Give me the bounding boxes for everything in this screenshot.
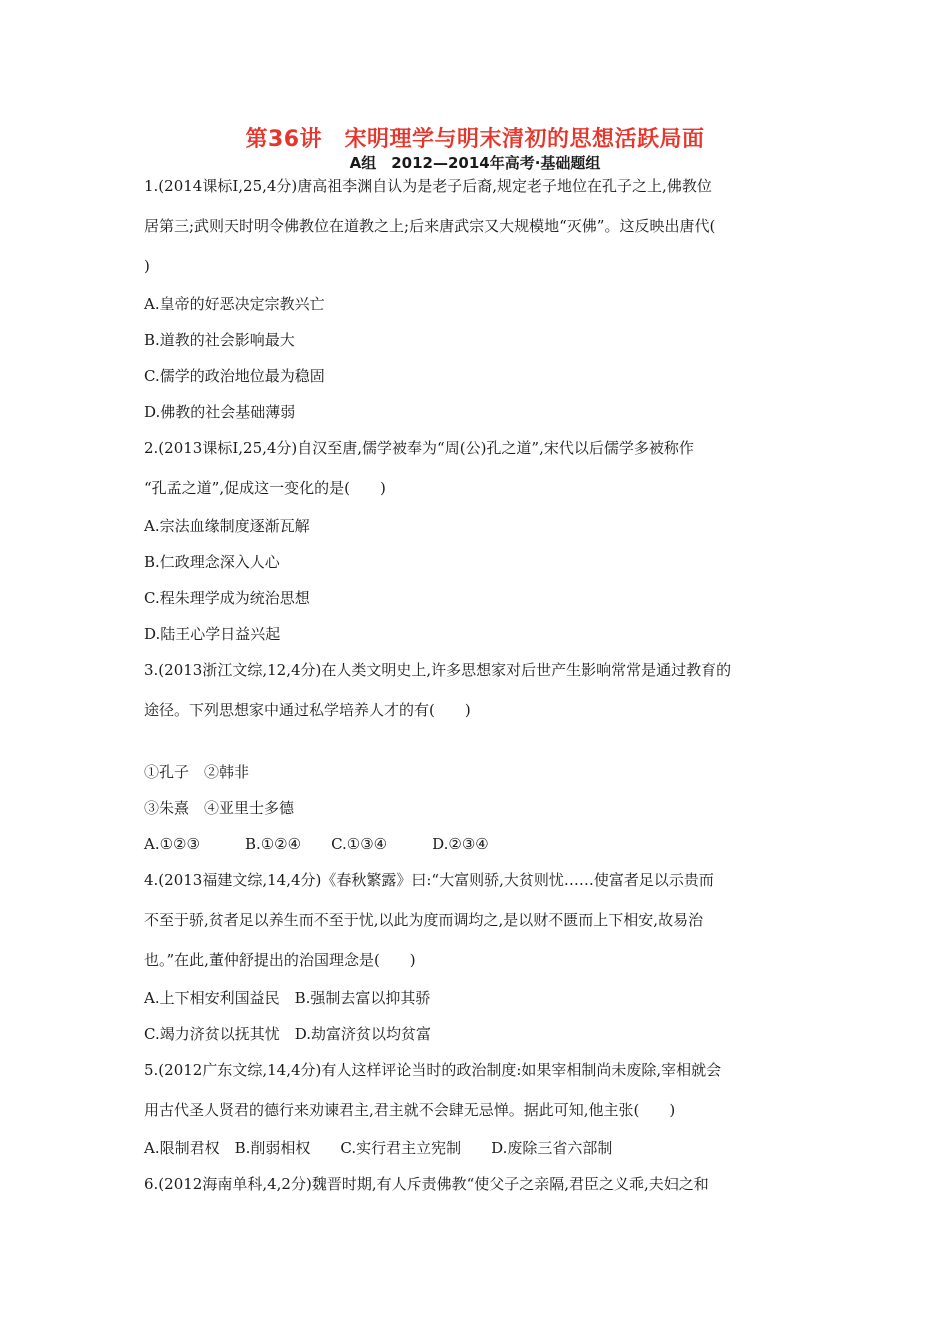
question-2-option-d: D.陆王心学日益兴起 xyxy=(144,625,281,643)
question-5-options: A.限制君权 B.削弱相权 C.实行君主立宪制 D.废除三省六部制 xyxy=(144,1139,613,1157)
question-2-option-c: C.程朱理学成为统治思想 xyxy=(144,589,310,607)
question-1-option-c: C.儒学的政治地位最为稳固 xyxy=(144,367,325,385)
question-2-option-b: B.仁政理念深入人心 xyxy=(144,553,280,571)
question-1-option-b: B.道教的社会影响最大 xyxy=(144,331,295,349)
question-4-options-cd: C.竭力济贫以抚其忧 D.劫富济贫以均贫富 xyxy=(144,1025,431,1043)
section-subtitle: A组 2012—2014年高考·基础题组 xyxy=(349,154,601,172)
question-6-line-1: 6.(2012海南单科,4,2分)魏晋时期,有人斥责佛教“使父子之亲隔,君臣之义乖,夫妇之和 xyxy=(144,1175,709,1193)
question-4-line-2: 不至于骄,贫者足以养生而不至于忧,以此为度而调均之,是以财不匮而上下相安,故易治 xyxy=(144,911,704,929)
question-3-items-1: ①孔子 ②韩非 xyxy=(144,763,250,781)
question-5-line-2: 用古代圣人贤君的德行来劝谏君主,君主就不会肆无忌惮。据此可知,他主张( ) xyxy=(144,1101,676,1119)
page-title: 第36讲 宋明理学与明末清初的思想活跃局面 xyxy=(245,127,705,152)
question-1-option-d: D.佛教的社会基础薄弱 xyxy=(144,403,296,421)
question-3-line-2: 途径。下列思想家中通过私学培养人才的有( ) xyxy=(144,701,471,719)
question-4-options-ab: A.上下相安利国益民 B.强制去富以抑其骄 xyxy=(144,989,431,1007)
question-4-line-1: 4.(2013福建文综,14,4分)《春秋繁露》曰:“大富则骄,大贫则忧……使富者足以示贵而 xyxy=(144,871,714,889)
question-1-option-a: A.皇帝的好恶决定宗教兴亡 xyxy=(144,295,325,313)
question-2-option-a: A.宗法血缘制度逐渐瓦解 xyxy=(144,517,310,535)
question-4-line-3: 也。”在此,董仲舒提出的治国理念是( ) xyxy=(144,951,416,969)
question-5-line-1: 5.(2012广东文综,14,4分)有人这样评论当时的政治制度:如果宰相制尚未废除,宰相就会 xyxy=(144,1061,722,1079)
question-2-line-1: 2.(2013课标Ⅰ,25,4分)自汉至唐,儒学被奉为“周(公)孔之道”,宋代以后儒学多被称作 xyxy=(144,439,694,457)
question-1-line-3: ) xyxy=(144,257,150,275)
question-1-line-1: 1.(2014课标Ⅰ,25,4分)唐高祖李渊自认为是老子后裔,规定老子地位在孔子之上,佛教位 xyxy=(144,177,712,195)
question-3-options: A.①②③ B.①②④ C.①③④ D.②③④ xyxy=(144,835,489,853)
question-3-line-1: 3.(2013浙江文综,12,4分)在人类文明史上,许多思想家对后世产生影响常常是通过教育的 xyxy=(144,661,732,679)
question-3-items-2: ③朱熹 ④亚里士多德 xyxy=(144,799,295,817)
question-1-line-2: 居第三;武则天时明令佛教位在道教之上;后来唐武宗又大规模地“灭佛”。这反映出唐代( xyxy=(144,217,716,235)
question-2-line-2: “孔孟之道”,促成这一变化的是( ) xyxy=(144,479,386,497)
